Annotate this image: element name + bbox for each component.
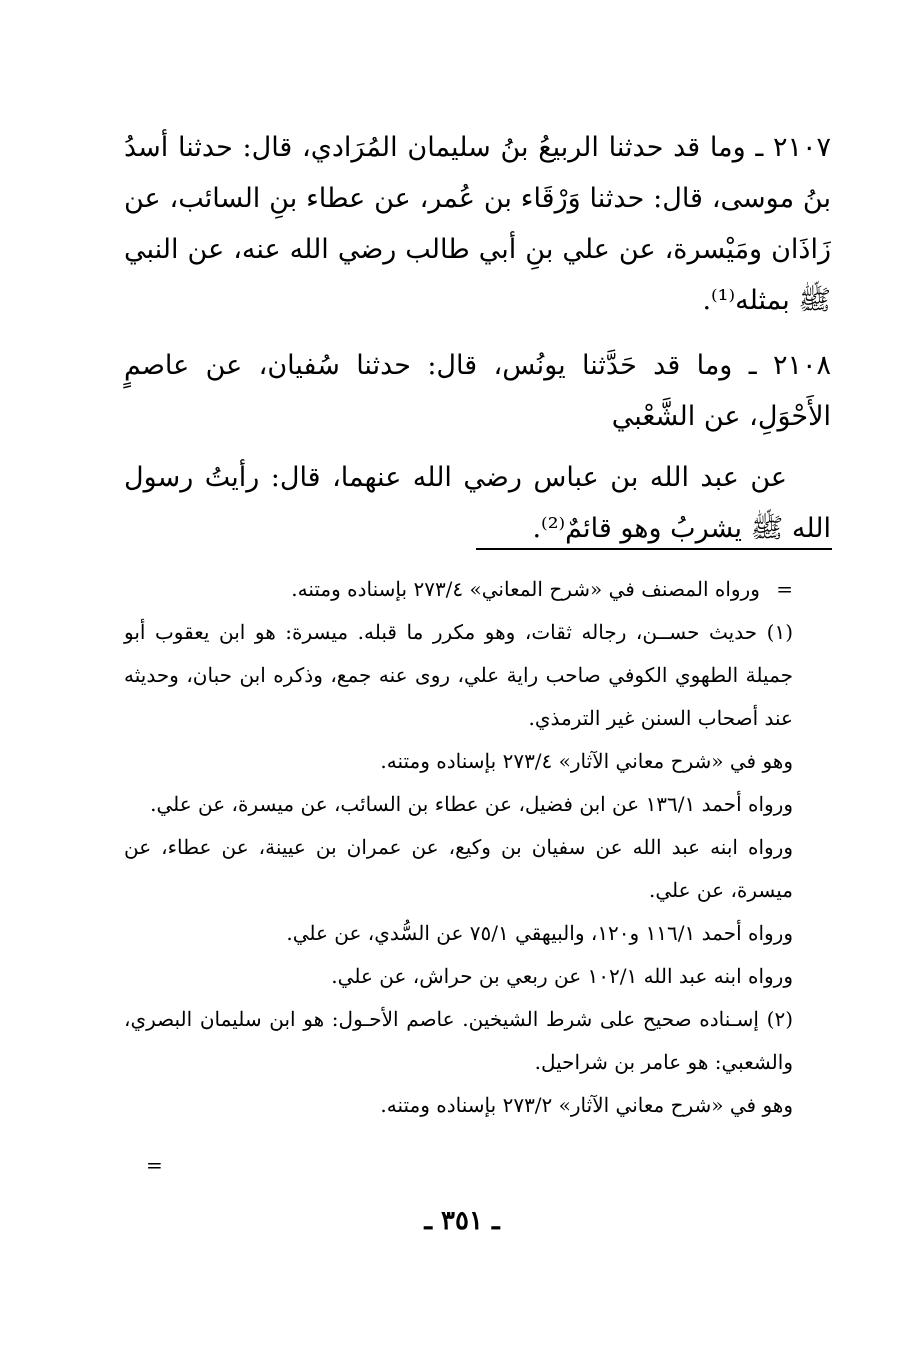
hadith-2108-text: عن عبد الله بن عباس رضي الله عنهما، قال: رأيتُ رسول الله ﷺ يشربُ وهو قائمٌ⁽²⁾. xyxy=(124,462,831,544)
footnote-separator xyxy=(476,548,832,550)
page-number: ـ ٣٥١ ـ xyxy=(424,1206,500,1236)
footnote-1-line: وهو في «شرح معاني الآثار» ٢٧٣/٤ بإسناده ومتنه. xyxy=(380,749,793,773)
footnote-1-line: ورواه أحمد ١٣٦/١ عن ابن فضيل، عن عطاء بن السائب، عن ميسرة، عن علي. xyxy=(150,792,793,816)
main-text xyxy=(124,122,831,554)
footnote-1-line: ورواه أحمد ١١٦/١ و١٢٠، والبيهقي ٧٥/١ عن السُّدي، عن علي. xyxy=(286,921,793,945)
footnote-2-head: (٢) إسـناده صحيح على شرط الشيخين. عاصم الأحـول: هو ابن سليمان البصري، والشعبي: هو عامر بن شراحيل. xyxy=(124,1007,793,1074)
footnote-1-line: ورواه ابنه عبد الله عن سفيان بن وكيع، عن عمران بن عيينة، عن عطاء، عن ميسرة، عن علي. xyxy=(124,835,793,902)
footnote-1-line: ورواه ابنه عبد الله ١٠٢/١ عن ربعي بن حراش، عن علي. xyxy=(331,964,793,988)
carry-over-marker: = xyxy=(776,577,793,601)
footnote-2-line: وهو في «شرح معاني الآثار» ٢٧٣/٢ بإسناده ومتنه. xyxy=(380,1093,793,1117)
hadith-2108: ٢١٠٨ ـ وما قد حَدَّثنا يونُس، قال: حدثنا سُفيان، عن عاصمٍ الأَحْوَلِ، عن الشَّعْبي xyxy=(124,350,831,432)
carry-over-text: ورواه المصنف في «شرح المعاني» ٢٧٣/٤ بإسناده ومتنه. xyxy=(291,577,760,601)
footnotes xyxy=(124,568,831,1127)
footnote-carry-over xyxy=(124,568,831,611)
continues-marker: = xyxy=(146,1153,163,1177)
hadith-2107: ٢١٠٧ ـ وما قد حدثنا الربيعُ بنُ سليمان المُرَادي، قال: حدثنا أسدُ بنُ موسى، قال: حدثنا وَرْقَاء بن عُمر، عن عطاء بنِ السائب، عن زَاذَان ومَيْسرة، عن علي بنِ أبي طالب رضي الله عنه، عن النبي ﷺ بمثله⁽¹⁾. xyxy=(124,132,831,316)
footnote-1-head: (١) حديث حســن، رجاله ثقات، وهو مكرر ما قبله. ميسرة: هو ابن يعقوب أبو جميلة الطهوي الكوفي صاحب راية علي، روى عنه جمع، وذكره ابن حبان، وحديثه عند أصحاب السنن غير الترمذي. xyxy=(124,620,793,730)
